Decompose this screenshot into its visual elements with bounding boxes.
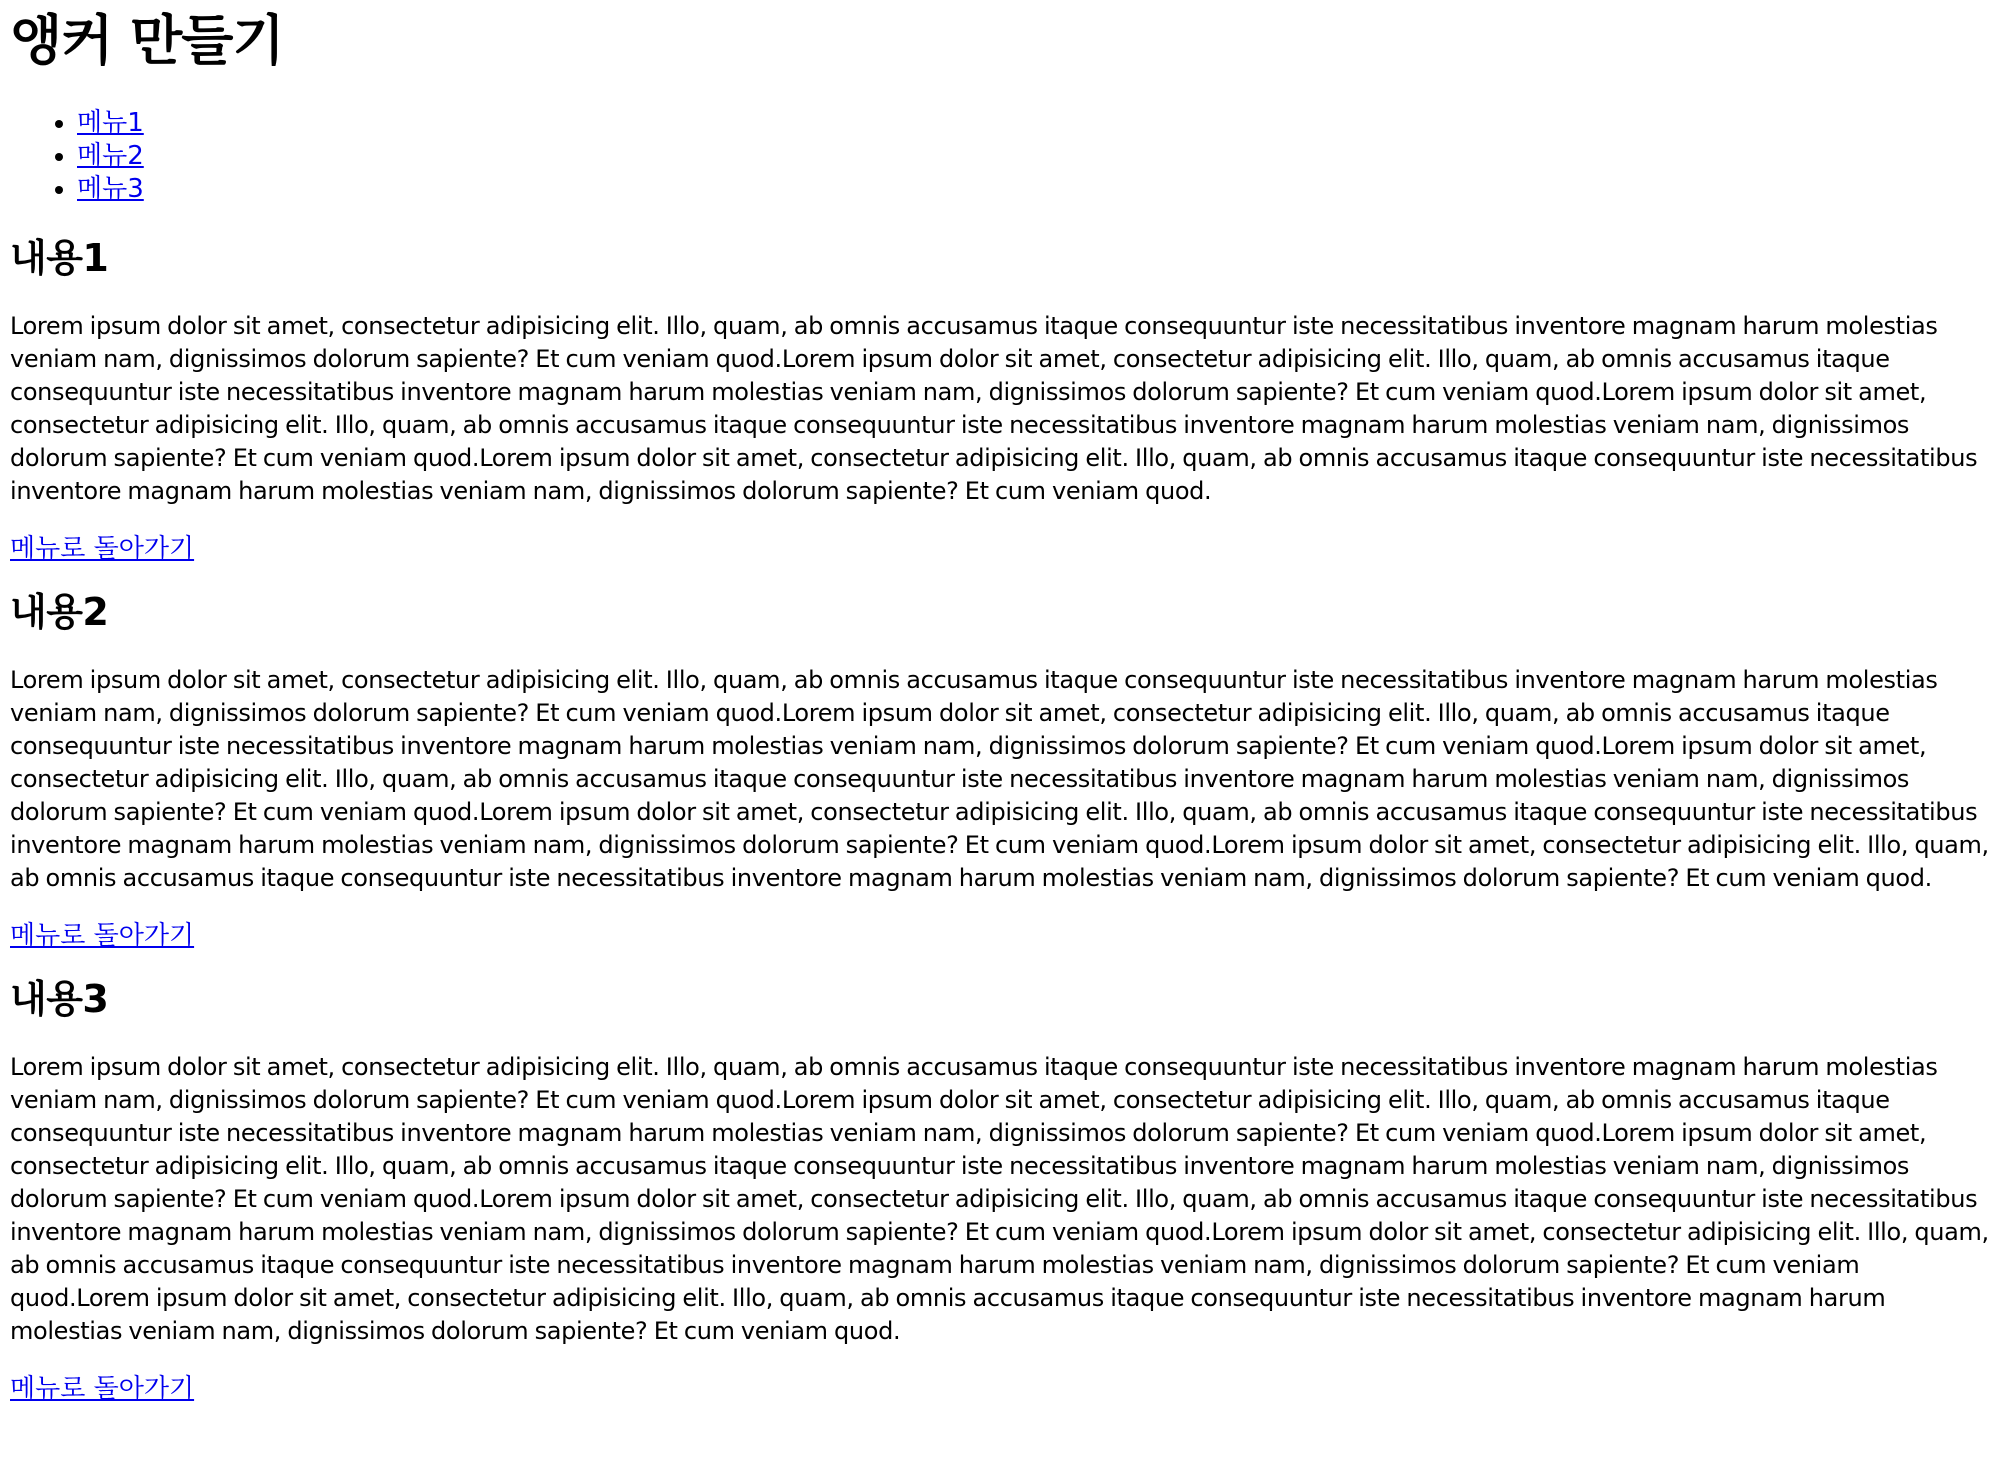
page-title: 앵커 만들기: [10, 9, 284, 72]
content-section-2: [10, 590, 1990, 953]
section-body-3: Lorem ipsum dolor sit amet, consectetur adipisicing elit. Illo, quam, ab omnis accusamus itaque consequuntur iste necessitatibus inventore magnam harum molestias veniam nam, dignissimos dolorum sapiente? Et cum veniam quod.Lorem ipsum dolor sit amet, consectetur adipisicing elit. Illo, quam, ab omnis accusamus itaque consequuntur iste necessitatibus inventore magnam harum molestias veniam nam, dignissimos dolorum sapiente? Et cum veniam quod.Lorem ipsum dolor sit amet, consectetur adipisicing elit. Illo, quam, ab omnis accusamus itaque consequuntur iste necessitatibus inventore magnam harum molestias veniam nam, dignissimos dolorum sapiente? Et cum veniam quod.Lorem ipsum dolor sit amet, consectetur adipisicing elit. Illo, quam, ab omnis accusamus itaque consequuntur iste necessitatibus inventore magnam harum molestias veniam nam, dignissimos dolorum sapiente? Et cum veniam quod.Lorem ipsum dolor sit amet, consectetur adipisicing elit. Illo, quam, ab omnis accusamus itaque consequuntur iste necessitatibus inventore magnam harum molestias veniam nam, dignissimos dolorum sapiente? Et cum veniam quod.Lorem ipsum dolor sit amet, consectetur adipisicing elit. Illo, quam, ab omnis accusamus itaque consequuntur iste necessitatibus inventore magnam harum molestias veniam nam, dignissimos dolorum sapiente? Et cum veniam quod.: [10, 1053, 1989, 1345]
anchor-menu: [10, 107, 1990, 206]
back-link-container-2: [10, 920, 1990, 953]
menu-link-2[interactable]: 메뉴2: [77, 141, 144, 171]
back-link-container-1: [10, 533, 1990, 566]
menu-item-2: [77, 140, 1990, 173]
menu-link-3[interactable]: 메뉴3: [77, 174, 144, 204]
back-to-menu-link-2[interactable]: 메뉴로 돌아가기: [10, 921, 195, 951]
content-section-1: [10, 236, 1990, 566]
section-body-2: Lorem ipsum dolor sit amet, consectetur adipisicing elit. Illo, quam, ab omnis accusamus itaque consequuntur iste necessitatibus inventore magnam harum molestias veniam nam, dignissimos dolorum sapiente? Et cum veniam quod.Lorem ipsum dolor sit amet, consectetur adipisicing elit. Illo, quam, ab omnis accusamus itaque consequuntur iste necessitatibus inventore magnam harum molestias veniam nam, dignissimos dolorum sapiente? Et cum veniam quod.Lorem ipsum dolor sit amet, consectetur adipisicing elit. Illo, quam, ab omnis accusamus itaque consequuntur iste necessitatibus inventore magnam harum molestias veniam nam, dignissimos dolorum sapiente? Et cum veniam quod.Lorem ipsum dolor sit amet, consectetur adipisicing elit. Illo, quam, ab omnis accusamus itaque consequuntur iste necessitatibus inventore magnam harum molestias veniam nam, dignissimos dolorum sapiente? Et cum veniam quod.Lorem ipsum dolor sit amet, consectetur adipisicing elit. Illo, quam, ab omnis accusamus itaque consequuntur iste necessitatibus inventore magnam harum molestias veniam nam, dignissimos dolorum sapiente? Et cum veniam quod.: [10, 666, 1989, 892]
section-heading-3: 내용3: [10, 977, 109, 1021]
menu-item-1: [77, 107, 1990, 140]
page: [0, 10, 2000, 1406]
back-to-menu-link-3[interactable]: 메뉴로 돌아가기: [10, 1374, 195, 1404]
section-heading-1: 내용1: [10, 236, 109, 280]
section-body-1: Lorem ipsum dolor sit amet, consectetur adipisicing elit. Illo, quam, ab omnis accusamus itaque consequuntur iste necessitatibus inventore magnam harum molestias veniam nam, dignissimos dolorum sapiente? Et cum veniam quod.Lorem ipsum dolor sit amet, consectetur adipisicing elit. Illo, quam, ab omnis accusamus itaque consequuntur iste necessitatibus inventore magnam harum molestias veniam nam, dignissimos dolorum sapiente? Et cum veniam quod.Lorem ipsum dolor sit amet, consectetur adipisicing elit. Illo, quam, ab omnis accusamus itaque consequuntur iste necessitatibus inventore magnam harum molestias veniam nam, dignissimos dolorum sapiente? Et cum veniam quod.Lorem ipsum dolor sit amet, consectetur adipisicing elit. Illo, quam, ab omnis accusamus itaque consequuntur iste necessitatibus inventore magnam harum molestias veniam nam, dignissimos dolorum sapiente? Et cum veniam quod.: [10, 312, 1978, 505]
content-section-3: [10, 977, 1990, 1406]
back-to-menu-link-1[interactable]: 메뉴로 돌아가기: [10, 534, 195, 564]
menu-link-1[interactable]: 메뉴1: [77, 108, 144, 138]
menu-item-3: [77, 173, 1990, 206]
back-link-container-3: [10, 1373, 1990, 1406]
section-heading-2: 내용2: [10, 590, 109, 634]
